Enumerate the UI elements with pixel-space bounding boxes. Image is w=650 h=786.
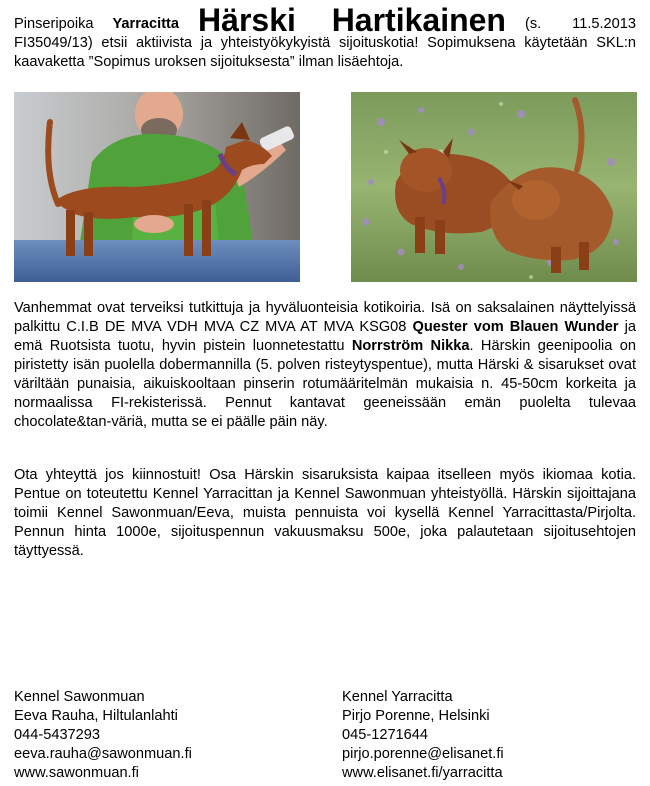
contact-person: Pirjo Porenne, Helsinki — [342, 708, 490, 724]
contact-person: Eeva Rauha, Hiltulanlahti — [14, 708, 178, 724]
contact-kennel: Kennel Yarracitta — [342, 689, 453, 705]
contact-kennel: Kennel Sawonmuan — [14, 689, 145, 705]
contact-website[interactable]: www.elisanet.fi/yarracitta — [342, 765, 503, 781]
parents-text-2: ja emä Ruotsista tuotu, hyvin pistein luonnetestattu — [14, 319, 636, 354]
parents-text-3: . Härskin geenipoolia on piristetty isän puolella dobermannilla (5. polven risteytyspentue), mutta Härski & sisarukset ovat väriltään punaisia, aikuiskooltaan pinserin rotumääritelmän mukaisia n. 45-50cm korkeita ja normaalissa FI-rekisterissä. Pennut kantavat geeneissään emän puolelta tulevaa chocolate&tan-väriä, mutta se ei päälle päin näy. — [14, 338, 637, 430]
contact-info-paragraph: Ota yhteyttä jos kiinnostuit! Osa Härskin sisaruksista kaipaa itselleen myös ikiomaa kotia. Pentue on toteutettu Kennel Yarracittan ja Kennel Sawonmuan yhteistyöllä. Härskin sijoittajana toimii Kennel Sawonmuan/Eeva, muista pennuista voi kysellä Kennel Yarracittasta/Pirjolta. Pennun hinta 1000e, sijoituspennun vakuusmaksu 500e, joka palautetaan sijoitusehtojen täyttyessä. — [14, 467, 636, 559]
birth-info: (s. 11.5.2013 — [524, 16, 637, 32]
person-with-puppy-photo — [14, 92, 300, 282]
intro-kennel-name: Yarracitta — [112, 16, 180, 32]
dam-name: Norrström Nikka — [351, 338, 470, 354]
intro-prefix: Pinseripoika — [14, 16, 94, 32]
contact-email[interactable]: eeva.rauha@sawonmuan.fi — [14, 746, 192, 762]
dog-name-title: Härski Hartikainen — [198, 2, 506, 38]
contact-website[interactable]: www.sawonmuan.fi — [14, 765, 139, 781]
contact-block-yarracitta — [342, 688, 504, 783]
parents-paragraph — [14, 299, 636, 432]
two-puppies-on-grass-photo — [351, 92, 637, 282]
intro-body: FI35049/13) etsii aktiivista ja yhteistyökykyistä sijoituskotia! Sopimuksena käytetään SKL:n kaavaketta ”Sopimus uroksen sijoituksesta” ilman lisäehtoja. — [14, 35, 636, 70]
contact-email[interactable]: pirjo.porenne@elisanet.fi — [342, 746, 504, 762]
contact-block-sawonmuan — [14, 688, 192, 783]
sire-name: Quester vom Blauen Wunder — [412, 319, 619, 335]
parents-text-1: Vanhemmat ovat terveiksi tutkittuja ja hyväluonteisia kotikoiria. Isä on saksalainen näyttelyissä palkittu C.I.B DE MVA VDH MVA CZ MVA AT MVA KSG08 — [14, 300, 636, 335]
contact-phone: 044-5437293 — [14, 727, 101, 743]
intro-paragraph — [14, 2, 637, 72]
contact-phone: 045-1271644 — [342, 727, 429, 743]
